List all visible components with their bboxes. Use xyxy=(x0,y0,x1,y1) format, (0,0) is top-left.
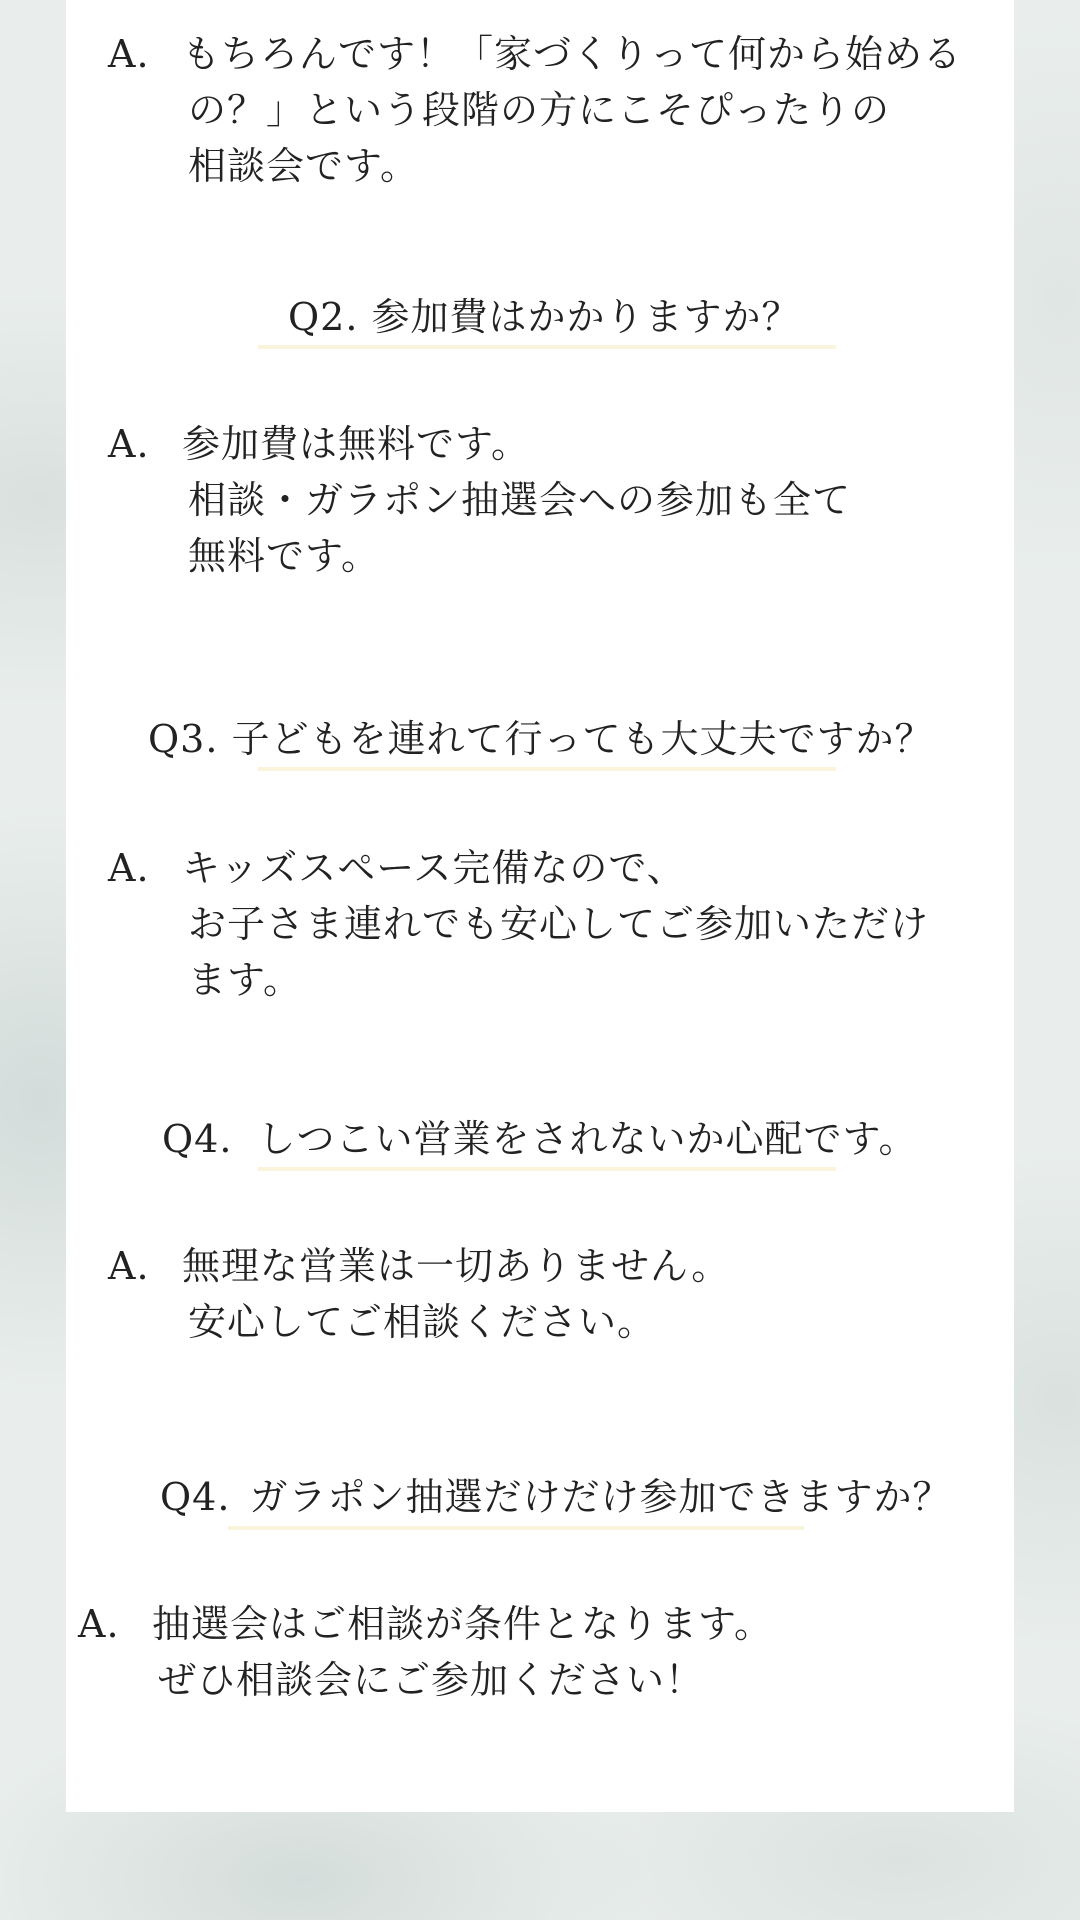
question-underline xyxy=(258,345,836,349)
answer-line: 参加費は無料です。 xyxy=(182,422,530,466)
faq-question-5 xyxy=(160,1472,952,1522)
question-underline xyxy=(258,767,836,771)
question-label: Q2. xyxy=(288,295,359,339)
faq-question-4 xyxy=(162,1114,917,1164)
question-underline xyxy=(258,1167,836,1171)
answer-line: お子さま連れでも安心してご参加いただけ xyxy=(188,902,930,946)
answer-line: もちろんです！「家づくりって何から始める xyxy=(182,32,963,76)
answer-line: 無料です。 xyxy=(188,534,380,578)
answer-line: キッズスペース完備なので、 xyxy=(182,846,686,890)
answer-marker: A. xyxy=(108,846,150,890)
answer-line: ます。 xyxy=(188,958,302,1002)
question-label: Q4. xyxy=(162,1117,233,1161)
answer-marker: A. xyxy=(108,422,150,466)
question-label: Q4. xyxy=(160,1475,231,1519)
question-text: しつこい営業をされないか心配です。 xyxy=(257,1117,918,1161)
question-text: 子どもを連れて行っても大丈夫ですか？ xyxy=(231,717,934,761)
answer-line: 抽選会はご相談が条件となります。 xyxy=(152,1602,773,1646)
answer-line: 相談会です。 xyxy=(188,144,419,188)
faq-question-3 xyxy=(148,714,934,764)
answer-line: 相談・ガラポン抽選会への参加も全て xyxy=(188,478,852,522)
answer-marker: A. xyxy=(108,32,150,76)
question-text: 参加費はかかりますか？ xyxy=(371,295,801,339)
question-label: Q3. xyxy=(148,717,219,761)
answer-marker: A. xyxy=(78,1602,120,1646)
answer-line: の？」という段階の方にこそぴったりの xyxy=(188,88,891,132)
faq-question-2 xyxy=(288,292,801,342)
question-text: ガラポン抽選だけだけ参加できますか？ xyxy=(249,1475,952,1519)
answer-line: 無理な営業は一切ありません。 xyxy=(182,1244,731,1288)
answer-line: ぜひ相談会にご参加ください！ xyxy=(158,1658,705,1702)
answer-marker: A. xyxy=(108,1244,150,1288)
question-underline xyxy=(228,1526,804,1530)
answer-line: 安心してご相談ください。 xyxy=(188,1300,657,1344)
